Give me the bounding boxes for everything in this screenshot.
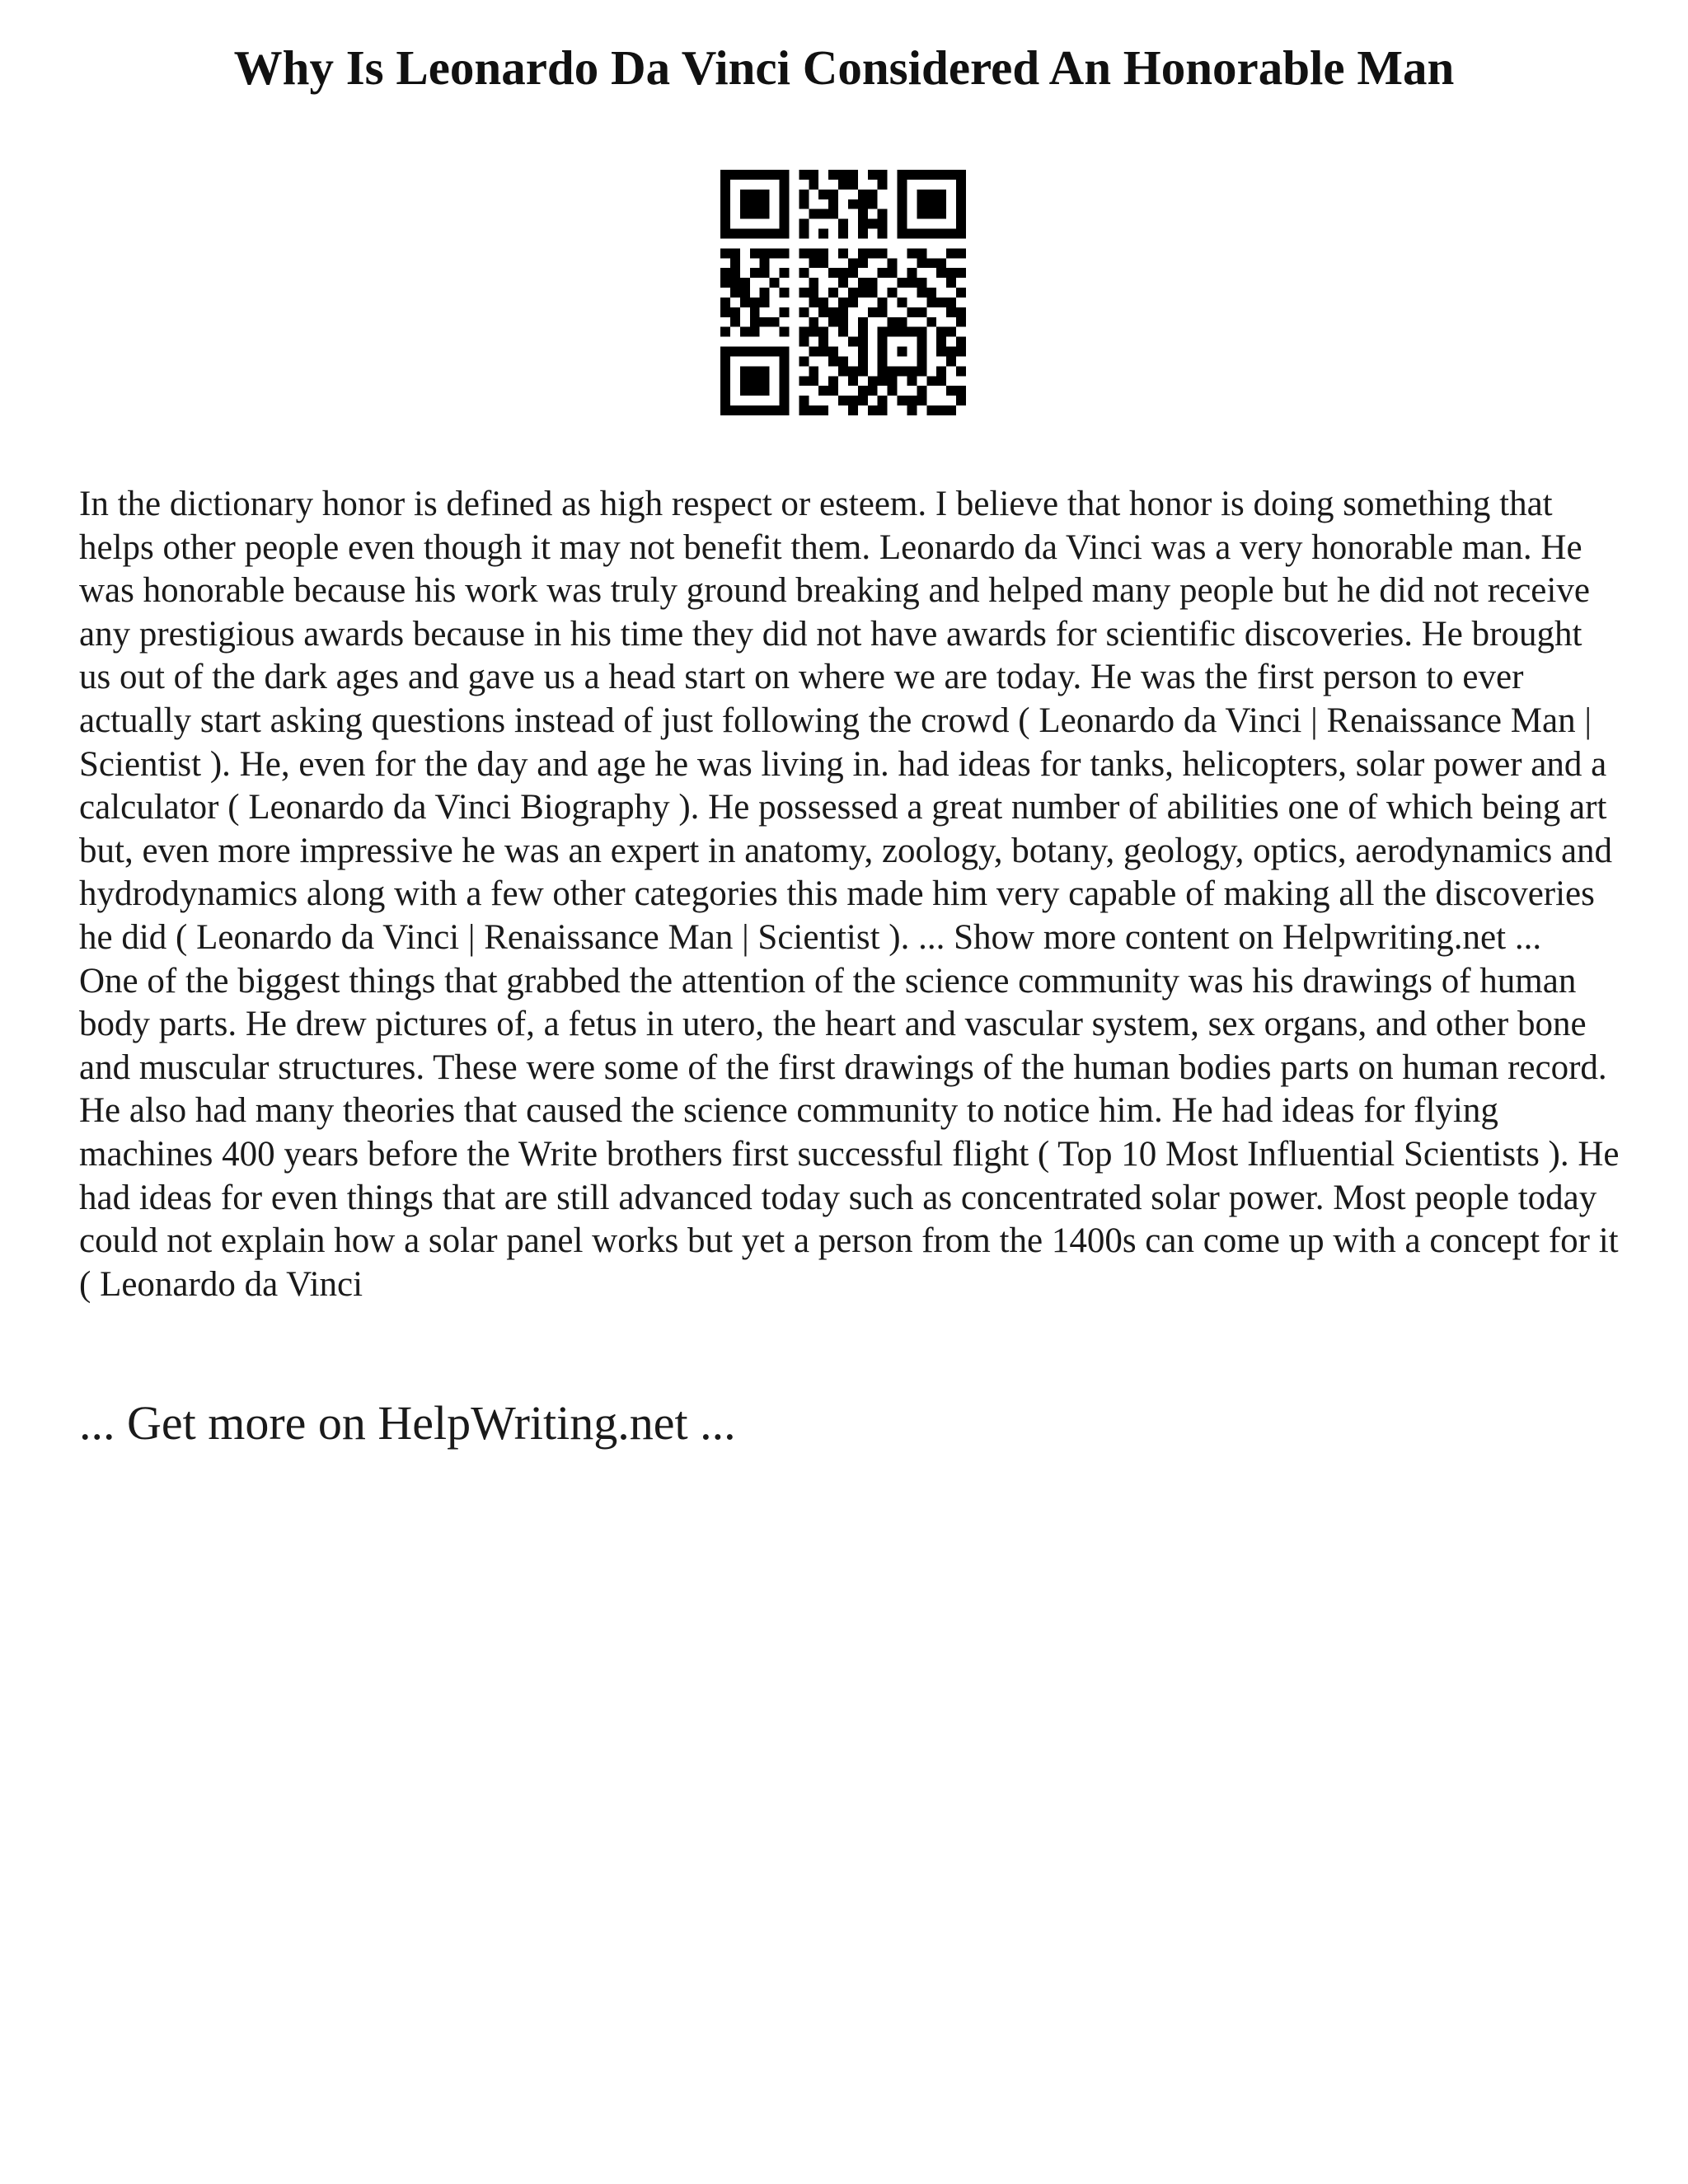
essay-paragraph: In the dictionary honor is defined as high respect or esteem. I believe that honor is doing something that helps other people even though it may not benefit them. Leonardo da Vinci was a very honorable man. He was honorable because his work was truly ground breaking and helped many people but he did not receive any prestigious awards because in his time they did not have awards for scientific discoveries. He brought us out of the dark ages and gave us a head start on where we are today. He was the first person to ever actually start asking questions instead of just following the crowd ( Leonardo da Vinci | Renaissance Man | Scientist ). He, even for the day and age he was living in. had ideas for tanks, helicopters, solar power and a calculator ( Leonardo da Vinci Biography ). He possessed a great number of abilities one of which being art but, even more impressive he was an expert in anatomy, zoology, botany, geology, optics, aerodynamics and hydrodynamics along with a few other categories this made him very capable of making all the discoveries he did ( Leonardo da Vinci | Renaissance Man | Scientist ). ... Show more content on Helpwriting.net ... <box>79 485 1613 957</box>
qr-code-graphic <box>720 170 966 415</box>
essay-body <box>79 483 1620 1306</box>
get-more-link[interactable]: ... Get more on HelpWriting.net ... <box>79 1396 736 1450</box>
page-title: Why Is Leonardo Da Vinci Considered An Honorable Man <box>233 40 1455 95</box>
essay-paragraph: One of the biggest things that grabbed the attention of the science community was his drawings of human body parts. He drew pictures of, a fetus in utero, the heart and vascular system, sex organs, and other bone and muscular structures. These were some of the first drawings of the human bodies parts on human record. He also had many theories that caused the science community to notice him. He had ideas for flying machines 400 years before the Write brothers first successful flight ( Top 10 Most Influential Scientists ). He had ideas for even things that are still advanced today such as concentrated solar power. Most people today could not explain how a solar panel works but yet a person from the 1400s can come up with a concept for it ( Leonardo da Vinci <box>79 961 1620 1304</box>
qr-code-icon <box>720 170 966 415</box>
